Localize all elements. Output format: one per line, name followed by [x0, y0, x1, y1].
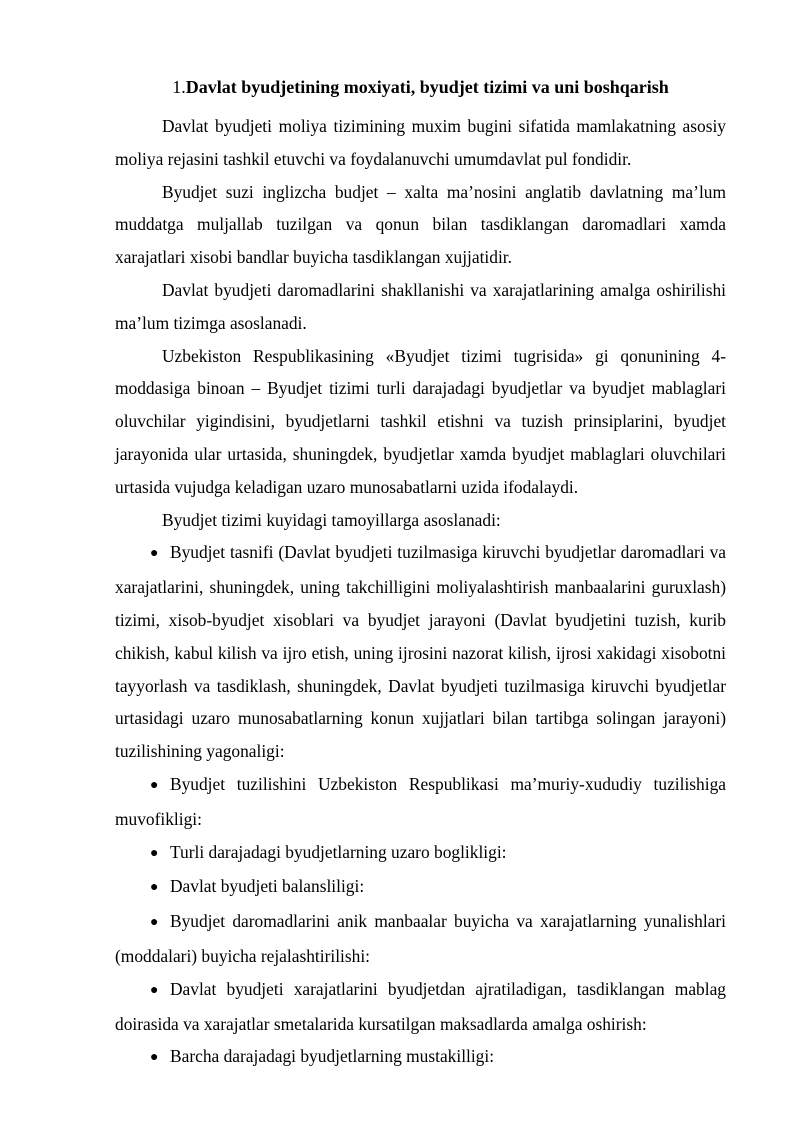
bullet-icon: ●: [150, 845, 159, 861]
bullet-icon: ●: [150, 1050, 159, 1066]
list-item: [115, 536, 726, 768]
paragraph-definition: Davlat byudjeti moliya tizimining muxim bugini sifatida mamlakatning asosiy moliya rejasini tashkil etuvchi va foydalanuvchi umumdavlat pul fondidir.: [115, 116, 726, 169]
list-item: [115, 973, 726, 1041]
paragraph-system-basis: Davlat byudjeti daromadlarini shakllanishi va xarajatlarining amalga oshirilishi ma’lum tizimga asoslanadi.: [115, 279, 726, 333]
paragraph-principles-intro: Byudjet tizimi kuyidagi tamoyillarga asoslanadi:: [162, 509, 501, 530]
bullet-icon: ●: [150, 880, 159, 896]
list-item: [115, 870, 726, 905]
bullet-icon: ●: [150, 777, 159, 793]
section-title-text: Davlat byudjetining moxiyati, byudjet tizimi va uni boshqarish: [185, 77, 669, 97]
section-number: 1.: [172, 77, 186, 97]
section-title: [115, 72, 726, 102]
paragraph-law-article: Uzbekiston Respublikasining «Byudjet tizimi tugrisida» gi qonunining 4-moddasiga binoan – Byudjet tizimi turli darajadagi byudjetlar va byudjet mablaglari oluvchilar yigindisini, byudjetlarni tashkil etishni va tuzish prinsiplarini, byudjet jarayonida ular urtasida, shuningdek, byudjetlar xamda byudjet mablaglari oluvchilari urtasida vujudga keladigan uzaro munosabatlarni uzida ifodalaydi.: [115, 345, 726, 497]
list-item: [115, 836, 726, 871]
list-item-text: Barcha darajadagi byudjetlarning mustakilligi:: [170, 1046, 495, 1067]
paragraph-etymology: Byudjet suzi inglizcha budjet – xalta ma’nosini anglatib davlatning ma’lum muddatga muljallab tuzilgan va qonun bilan tasdiklangan daromadlari xamda xarajatlari xisobi bandlar buyicha tasdiklangan xujjatidir.: [115, 181, 726, 268]
list-item: [115, 1040, 726, 1075]
list-item-text: Turli darajadagi byudjetlarning uzaro boglikligi:: [170, 841, 507, 862]
document-page: [115, 72, 726, 1075]
bullet-icon: ●: [150, 915, 159, 931]
bullet-icon: ●: [150, 546, 159, 562]
list-item: [115, 768, 726, 836]
bullet-icon: ●: [150, 982, 159, 998]
list-item-text: Davlat byudjeti xarajatlarini byudjetdan ajratiladigan, tasdiklangan mablag doirasida va xarajatlar smetalarida kursatilgan maksadlarda amalga oshirish:: [115, 978, 726, 1034]
list-item: [115, 905, 726, 973]
list-item-text: Byudjet tuzilishini Uzbekiston Respublikasi ma’muriy-xududiy tuzilishiga muvofikligi:: [115, 773, 726, 829]
list-item-text: Byudjet tasnifi (Davlat byudjeti tuzilmasiga kiruvchi byudjetlar daromadlari va xarajatlarini, shuningdek, uning takchilligini moliyalashtirish manbaalarini guruxlash) tizimi, xisob-byudjet xisoblari va byudjet jarayoni (Davlat byudjetini tuzish, kurib chikish, kabul kilish va ijro etish, uning ijrosini nazorat kilish, ijrosi xakidagi xisobotni tayyorlash va tasdiklash, shuningdek, Davlat byudjeti tuzilmasiga kiruvchi byudjetlar urtasidagi uzaro munosabatlarning konun xujjatlari bilan tartibga solingan jarayoni) tuzilishining yagonaligi:: [115, 542, 726, 762]
list-item-text: Byudjet daromadlarini anik manbaalar buyicha va xarajatlarning yunalishlari (moddalari) buyicha rejalashtirilishi:: [115, 911, 726, 966]
list-item-text: Davlat byudjeti balansliligi:: [170, 876, 365, 897]
